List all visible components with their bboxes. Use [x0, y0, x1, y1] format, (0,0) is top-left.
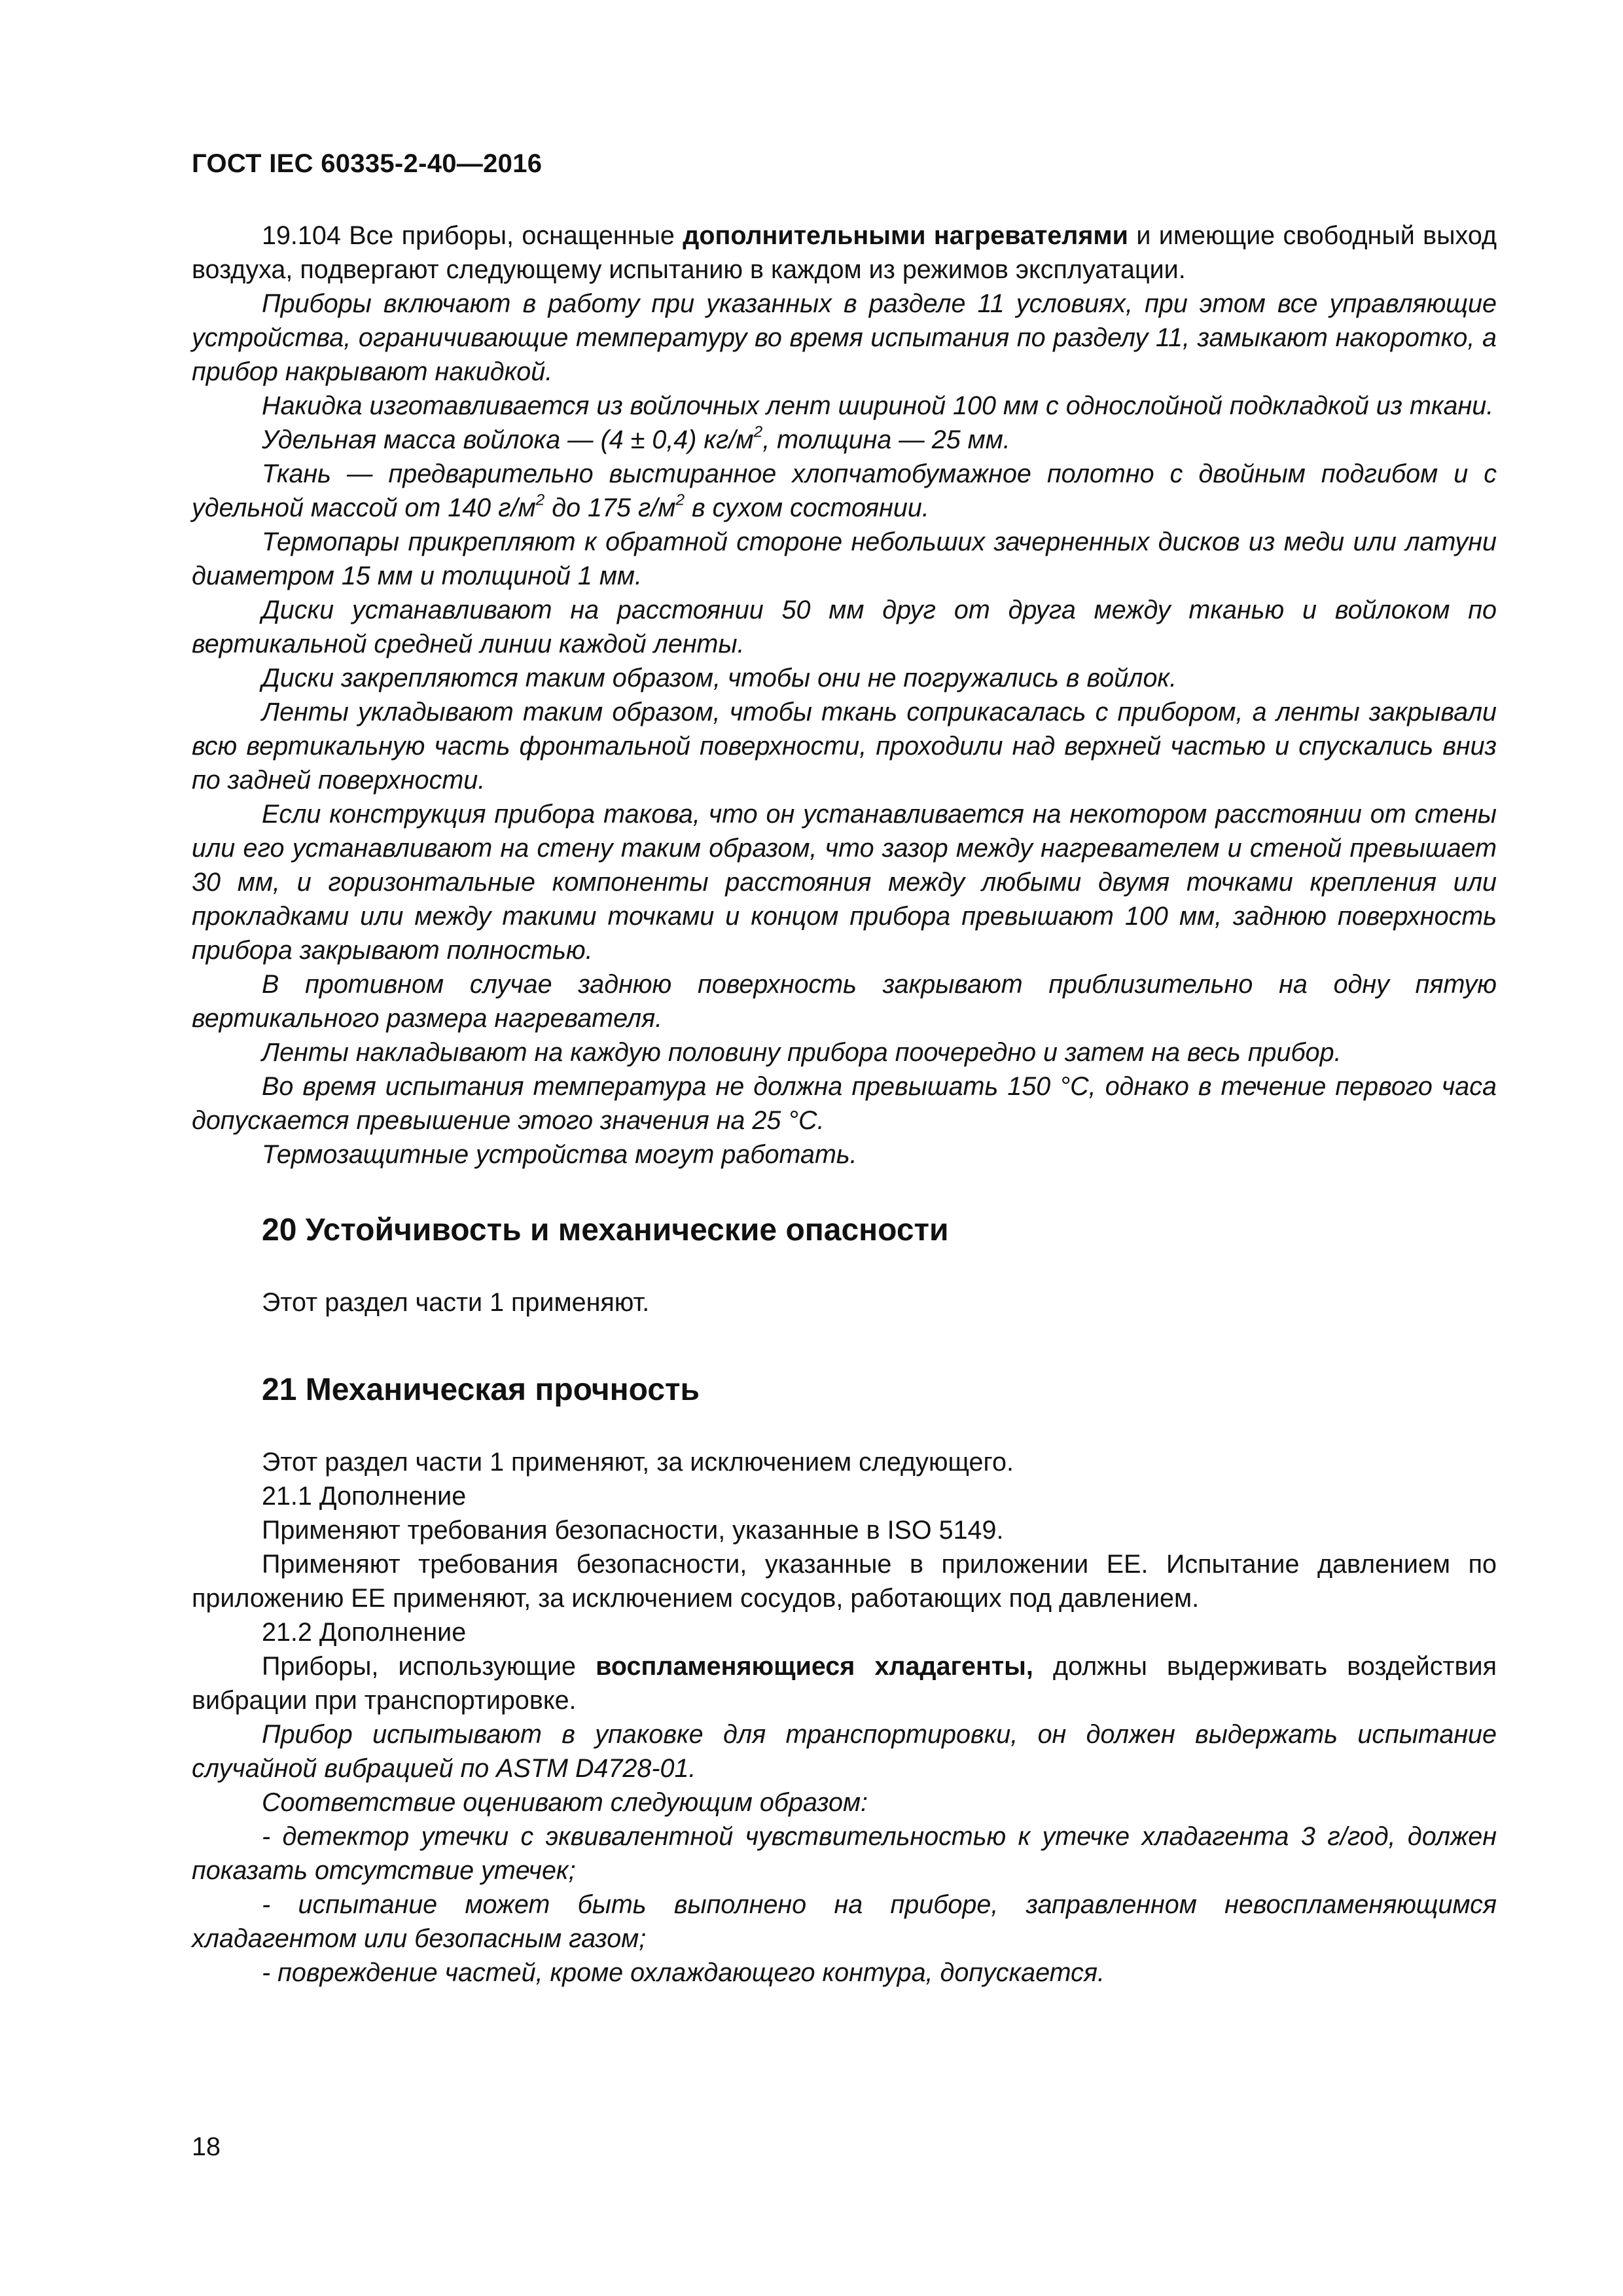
paragraph-felt-mass — [192, 423, 1497, 457]
bold-term: дополнительными нагревателями — [683, 221, 1128, 250]
paragraph-vibration — [192, 1649, 1497, 1717]
text-run: Приборы, использующие — [262, 1652, 596, 1681]
text-run: Удельная масса войлока — (4 ± 0,4) кг/м — [262, 425, 754, 454]
paragraph-otherwise: В противном случае заднюю поверхность закрывают приблизительно на одну пятую вертикального размера нагревателя. — [192, 970, 1497, 1033]
paragraph-thermocouples: Термопары прикрепляют к обратной стороне небольших зачерненных дисков из меди или латуни диаметром 15 мм и толщиной 1 мм. — [192, 528, 1497, 590]
text-run: 19.104 Все приборы, оснащенные — [262, 221, 683, 250]
paragraph-fabric — [192, 457, 1497, 525]
running-header: ГОСТ IEC 60335-2-40—2016 — [192, 149, 543, 178]
paragraph-construction: Если конструкция прибора такова, что он устанавливается на некотором расстоянии от стены или его устанавливают на стену таким образом, что зазор между нагревателем и стеной превышает 30 мм, и горизонтальные компоненты расстояния между любыми двумя точками крепления или прокладками или между такими точками и концом прибора превышают 100 мм, заднюю поверхность прибора закрывают полностью. — [192, 800, 1497, 965]
section-heading-20: 20 Устойчивость и механические опасности — [262, 1213, 949, 1247]
text-run: и имеющие свободный выход воздуха, подвергают следующему испытанию в каждом из режимов эксплуатации. — [192, 221, 1497, 284]
paragraph-packaging-test: Прибор испытывают в упаковке для транспортировки, он должен выдержать испытание случайной вибрацией по ASTM D4728-01. — [192, 1720, 1497, 1783]
paragraph-strips: Ленты укладывают таким образом, чтобы ткань соприкасалась с прибором, а ленты закрывали всю вертикальную часть фронтальной поверхности, проходили над верхней частью и спускались вниз по задней поверхности. — [192, 698, 1497, 795]
paragraph-alternate: Ленты накладывают на каждую половину прибора поочередно и затем на весь прибор. — [262, 1038, 1342, 1067]
text-run: до 175 г/м — [544, 493, 676, 522]
page-body — [192, 219, 1497, 1990]
page-number: 18 — [192, 2132, 221, 2161]
list-item: - испытание может быть выполнено на приборе, заправленном невоспламеняющимся хладагентом или безопасным газом; — [192, 1890, 1497, 1953]
paragraph-iso-5149: Применяют требования безопасности, указанные в ISO 5149. — [262, 1516, 1004, 1545]
section-21-applies: Этот раздел части 1 применяют, за исключением следующего. — [262, 1448, 1014, 1477]
paragraph-disc-spacing: Диски устанавливают на расстоянии 50 мм друг от друга между тканью и войлоком по вертикальной средней линии каждой ленты. — [192, 596, 1497, 658]
clause-21-1-title: 21.1 Дополнение — [262, 1482, 467, 1511]
bold-term: воспламеняющиеся хладагенты, — [596, 1652, 1033, 1681]
paragraph-annex-ee: Применяют требования безопасности, указанные в приложении ЕЕ. Испытание давлением по приложению ЕЕ применяют, за исключением сосудов, работающих под давлением. — [192, 1550, 1497, 1613]
paragraph-disc-fixing: Диски закрепляются таким образом, чтобы они не погружались в войлок. — [262, 664, 1177, 692]
superscript: 2 — [535, 491, 545, 509]
paragraph-compliance: Соответствие оценивают следующим образом: — [262, 1788, 868, 1817]
clause-19-104-intro — [192, 219, 1497, 287]
text-run: , толщина — 25 мм. — [762, 425, 1010, 454]
superscript: 2 — [753, 423, 763, 441]
paragraph-switching: Приборы включают в работу при указанных в разделе 11 условиях, при этом все управляющие устройства, ограничивающие температуру во время испытания по разделу 11, замыкают накоротко, а прибор накрывают накидкой. — [192, 289, 1497, 386]
paragraph-protective-devices: Термозащитные устройства могут работать. — [262, 1140, 857, 1169]
paragraph-temperature: Во время испытания температура не должна превышать 150 °C, однако в течение первого часа допускается превышение этого значения на 25 °C. — [192, 1072, 1497, 1135]
section-20-applies: Этот раздел части 1 применяют. — [262, 1288, 650, 1317]
section-heading-21: 21 Механическая прочность — [262, 1372, 700, 1407]
list-item: - детектор утечки с эквивалентной чувствительностью к утечке хладагента 3 г/год, должен показать отсутствие утечек; — [192, 1822, 1497, 1885]
paragraph-cover: Накидка изготавливается из войлочных лент шириной 100 мм с однослойной подкладкой из ткани. — [262, 391, 1494, 420]
clause-21-2-title: 21.2 Дополнение — [262, 1618, 467, 1647]
text-run: должны выдерживать воздействия вибрации при транспортировке. — [192, 1652, 1497, 1715]
list-item: - повреждение частей, кроме охлаждающего контура, допускается. — [262, 1958, 1105, 1987]
superscript: 2 — [675, 491, 685, 509]
text-run: в сухом состоянии. — [685, 493, 929, 522]
text-run: Ткань — предварительно выстиранное хлопчатобумажное полотно с двойным подгибом и с удельной массой от 140 г/м — [192, 459, 1497, 522]
